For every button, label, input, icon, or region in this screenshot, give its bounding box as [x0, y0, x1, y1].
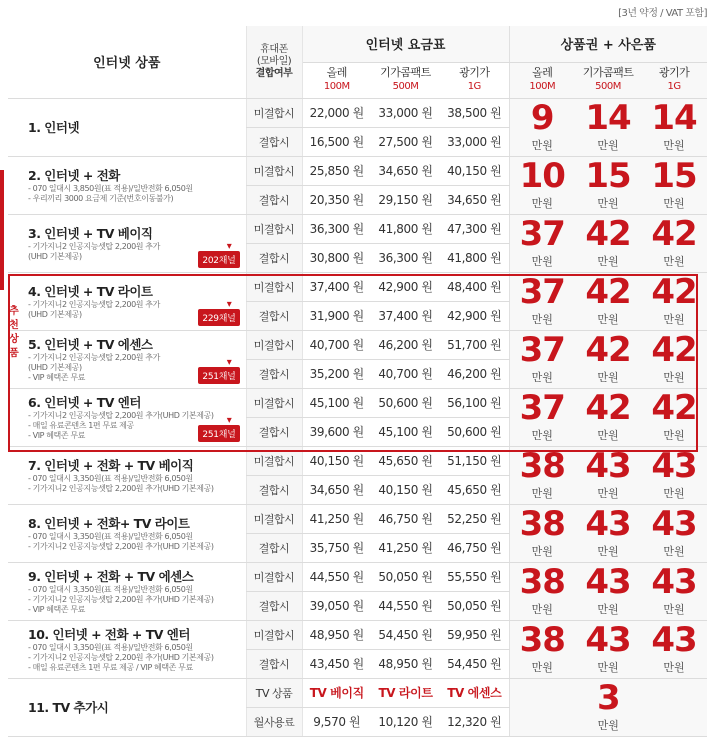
price-cell: 48,400 원 [440, 272, 509, 301]
gift-unit: 만원 [531, 313, 553, 326]
gift-amount: 37 [519, 272, 565, 312]
gift-cell [509, 504, 575, 562]
gift-amount: 37 [519, 330, 565, 370]
price-cell: 54,450 원 [440, 649, 509, 678]
tv-monthly-fee [440, 707, 509, 736]
gift-cell [509, 156, 575, 214]
tv-product-name [371, 678, 440, 707]
header-fee-group: 인터넷 요금표 [302, 26, 509, 62]
left-accent-bar [0, 170, 4, 290]
price-cell: 46,750 원 [440, 533, 509, 562]
gift-amount: 38 [519, 620, 565, 660]
gift-unit: 만원 [531, 487, 553, 500]
tv-fee-text: 10,120 원 [378, 715, 433, 729]
price-cell: 50,050 원 [371, 562, 440, 591]
gift-amount: 42 [651, 330, 697, 370]
tv-addon-title: 11. TV 추가시 [28, 700, 109, 715]
price-cell: 51,150 원 [440, 446, 509, 475]
product-title: 7. 인터넷 + 전화 + TV 베이직 [28, 458, 194, 473]
bundle-yes-label: 결합시 [246, 185, 302, 214]
gift-amount: 38 [519, 504, 565, 544]
gift-cell [641, 504, 707, 562]
bundle-yes-label: 결합시 [246, 243, 302, 272]
gift-unit: 만원 [597, 719, 619, 732]
gift-unit: 만원 [531, 255, 553, 268]
price-cell: 51,700 원 [440, 330, 509, 359]
gift-unit: 만원 [663, 661, 685, 674]
gift-cell [641, 156, 707, 214]
gift-cell [509, 446, 575, 504]
product-title: 6. 인터넷 + TV 엔터 [28, 395, 141, 410]
product-title: 2. 인터넷 + 전화 [28, 168, 120, 183]
product-title: 3. 인터넷 + TV 베이직 [28, 226, 153, 241]
price-cell: 40,700 원 [371, 359, 440, 388]
product-title: 1. 인터넷 [28, 120, 80, 135]
product-desc: (UHD 기본제공) [28, 363, 82, 372]
gift-amount: 10 [519, 156, 565, 196]
tv-addon-gift-cell [509, 678, 707, 736]
price-cell: 46,200 원 [371, 330, 440, 359]
price-cell: 35,750 원 [302, 533, 371, 562]
product-title: 4. 인터넷 + TV 라이트 [28, 284, 153, 299]
price-cell: 40,150 원 [440, 156, 509, 185]
price-cell: 41,800 원 [440, 243, 509, 272]
header-product: 인터넷 상품 [8, 26, 246, 98]
header-gift-group: 상품권 + 사은품 [509, 26, 707, 62]
price-cell: 40,150 원 [302, 446, 371, 475]
product-cell [8, 620, 246, 678]
gift-cell [509, 330, 575, 388]
gift-cell [575, 504, 641, 562]
gift-amount: 43 [585, 620, 631, 660]
bundle-yes-label: 결합시 [246, 475, 302, 504]
gift-amount: 38 [519, 446, 565, 486]
gift-cell [509, 272, 575, 330]
gift-cell [509, 98, 575, 156]
product-desc: - 070 일대시 3,350원(표 적용)/일반전화 6,050원 [28, 474, 193, 483]
product-cell [8, 504, 246, 562]
price-cell: 45,100 원 [302, 388, 371, 417]
bundle-no-label: 미결합시 [246, 214, 302, 243]
product-desc: - 기가지니2 인공지능셋탑 2,200원 추가(UHD 기본제공) [28, 484, 214, 493]
gift-cell [575, 156, 641, 214]
tv-product-text: TV 베이직 [309, 686, 364, 700]
gift-amount: 42 [651, 214, 697, 254]
gift-unit: 만원 [663, 313, 685, 326]
gift-unit: 만원 [663, 197, 685, 210]
gift-amount: 37 [519, 388, 565, 428]
table-row [8, 678, 707, 707]
gift-cell [575, 388, 641, 446]
product-cell [8, 562, 246, 620]
table-row [8, 272, 707, 301]
tv-product-text: TV 에센스 [447, 686, 502, 700]
gift-cell [641, 446, 707, 504]
monthly-fee-label: 월사용료 [246, 707, 302, 736]
price-cell: 31,900 원 [302, 301, 371, 330]
price-cell: 34,650 원 [302, 475, 371, 504]
price-cell: 41,250 원 [371, 533, 440, 562]
bundle-no-label: 미결합시 [246, 388, 302, 417]
gift-unit: 만원 [663, 603, 685, 616]
product-desc: - 매일 유료콘텐츠 1편 무료 제공 / VIP 혜택존 무료 [28, 663, 193, 672]
gift-unit: 만원 [597, 603, 619, 616]
tv-addon-cell [8, 678, 246, 736]
header-speed-100m: 올레 100M [302, 62, 371, 98]
price-cell: 16,500 원 [302, 127, 371, 156]
product-title: 9. 인터넷 + 전화 + TV 에센스 [28, 569, 194, 584]
product-title: 10. 인터넷 + 전화 + TV 엔터 [28, 627, 190, 642]
price-cell: 34,650 원 [371, 156, 440, 185]
gift-amount: 42 [651, 272, 697, 312]
gift-amount: 42 [651, 388, 697, 428]
price-cell: 50,600 원 [440, 417, 509, 446]
price-table [8, 26, 707, 737]
bundle-no-label: 미결합시 [246, 272, 302, 301]
table-row [8, 214, 707, 243]
gift-unit: 만원 [531, 139, 553, 152]
price-cell: 52,250 원 [440, 504, 509, 533]
gift-unit: 만원 [597, 487, 619, 500]
gift-cell [509, 214, 575, 272]
price-cell: 47,300 원 [440, 214, 509, 243]
gift-unit: 만원 [597, 545, 619, 558]
price-cell: 45,650 원 [440, 475, 509, 504]
gift-unit: 만원 [531, 545, 553, 558]
product-cell [8, 98, 246, 156]
price-cell: 42,900 원 [371, 272, 440, 301]
price-cell: 37,400 원 [302, 272, 371, 301]
price-cell: 29,150 원 [371, 185, 440, 214]
gift-cell [641, 620, 707, 678]
gift-unit: 만원 [663, 487, 685, 500]
price-cell: 41,800 원 [371, 214, 440, 243]
gift-amount: 43 [585, 562, 631, 602]
price-cell: 48,950 원 [302, 620, 371, 649]
product-desc: - 기가지니2 인공지능셋탑 2,200원 추가(UHD 기본제공) [28, 653, 214, 662]
tv-product-name [302, 678, 371, 707]
gift-cell [575, 214, 641, 272]
price-cell: 45,100 원 [371, 417, 440, 446]
gift-amount: 42 [585, 330, 631, 370]
gift-unit: 만원 [597, 313, 619, 326]
channel-badge: ▾ 229채널 [198, 309, 239, 326]
gift-amount: 9 [530, 98, 554, 138]
bundle-yes-label: 결합시 [246, 591, 302, 620]
gift-unit: 만원 [531, 371, 553, 384]
product-cell [8, 156, 246, 214]
bundle-yes-label: 결합시 [246, 649, 302, 678]
price-cell: 34,650 원 [440, 185, 509, 214]
price-cell: 59,950 원 [440, 620, 509, 649]
product-desc: - 기가지니2 인공지능셋탑 2,200원 추가(UHD 기본제공) [28, 411, 214, 420]
product-desc: - 070 일대시 3,350원(표 적용)/일반전화 6,050원 [28, 532, 193, 541]
table-row [8, 388, 707, 417]
header-speed-500m: 기가콤팩트 500M [371, 62, 440, 98]
gift-unit: 만원 [597, 371, 619, 384]
product-desc: - 070 일대시 3,350원(표 적용)/일반전화 6,050원 [28, 643, 193, 652]
gift-unit: 만원 [597, 429, 619, 442]
tv-monthly-fee [302, 707, 371, 736]
price-cell: 36,300 원 [302, 214, 371, 243]
price-cell: 50,600 원 [371, 388, 440, 417]
price-cell: 22,000 원 [302, 98, 371, 127]
bundle-yes-label: 결합시 [246, 301, 302, 330]
channel-badge: ▾ 202채널 [198, 251, 239, 268]
gift-cell [641, 272, 707, 330]
header-bundle: 휴대폰 (모바일) 결합여부 [246, 26, 302, 98]
price-cell: 46,200 원 [440, 359, 509, 388]
table-row [8, 620, 707, 649]
price-cell: 39,600 원 [302, 417, 371, 446]
price-cell: 40,700 원 [302, 330, 371, 359]
gift-amount: 42 [585, 214, 631, 254]
gift-cell [575, 272, 641, 330]
price-cell: 45,650 원 [371, 446, 440, 475]
header-gift-1g: 광기가 1G [641, 62, 707, 98]
gift-cell [641, 562, 707, 620]
price-cell: 36,300 원 [371, 243, 440, 272]
tv-fee-text: 9,570 원 [313, 715, 361, 729]
price-cell: 38,500 원 [440, 98, 509, 127]
price-cell: 35,200 원 [302, 359, 371, 388]
gift-unit: 만원 [597, 255, 619, 268]
gift-cell [641, 388, 707, 446]
gift-amount: 43 [651, 620, 697, 660]
product-cell [8, 214, 246, 272]
gift-cell [641, 98, 707, 156]
bundle-yes-label: 결합시 [246, 127, 302, 156]
product-desc: - VIP 혜택존 무료 [28, 605, 86, 614]
product-cell [8, 330, 246, 388]
product-desc: - 기가지니2 인공지능셋탑 2,200원 추가 [28, 300, 160, 309]
gift-amount: 43 [585, 446, 631, 486]
gift-amount: 15 [651, 156, 697, 196]
bundle-yes-label: 결합시 [246, 359, 302, 388]
bundle-no-label: 미결합시 [246, 504, 302, 533]
tv-fee-text: 12,320 원 [447, 715, 502, 729]
product-desc: (UHD 기본제공) [28, 310, 82, 319]
price-cell: 44,550 원 [371, 591, 440, 620]
gift-unit: 만원 [663, 545, 685, 558]
product-desc: - 070 일대시 3,350원(표 적용)/일반전화 6,050원 [28, 585, 193, 594]
gift-unit: 만원 [597, 661, 619, 674]
header-gift-100m: 올레 100M [509, 62, 575, 98]
gift-amount: 14 [651, 98, 697, 138]
product-cell [8, 446, 246, 504]
product-desc: - 기가지니2 인공지능셋탑 2,200원 추가 [28, 353, 160, 362]
price-cell: 25,850 원 [302, 156, 371, 185]
product-cell [8, 388, 246, 446]
gift-amount: 43 [651, 562, 697, 602]
gift-amount: 14 [585, 98, 631, 138]
gift-amount: 42 [585, 272, 631, 312]
gift-unit: 만원 [597, 197, 619, 210]
product-desc: - 기가지니2 인공지능셋탑 2,200원 추가(UHD 기본제공) [28, 595, 214, 604]
price-cell: 42,900 원 [440, 301, 509, 330]
gift-cell [641, 330, 707, 388]
channel-badge: ▾ 251채널 [198, 367, 239, 384]
gift-cell [575, 98, 641, 156]
price-cell: 44,550 원 [302, 562, 371, 591]
bundle-no-label: 미결합시 [246, 620, 302, 649]
gift-unit: 만원 [531, 661, 553, 674]
product-desc: - 우리끼리 3000 요금제 기준(번호이동불가) [28, 194, 174, 203]
gift-cell [575, 446, 641, 504]
gift-amount: 38 [519, 562, 565, 602]
gift-unit: 만원 [663, 371, 685, 384]
product-title: 8. 인터넷 + 전화+ TV 라이트 [28, 516, 190, 531]
price-cell: 50,050 원 [440, 591, 509, 620]
price-cell: 46,750 원 [371, 504, 440, 533]
gift-unit: 만원 [663, 429, 685, 442]
gift-amount: 43 [651, 504, 697, 544]
bundle-no-label: 미결합시 [246, 562, 302, 591]
gift-unit: 만원 [663, 139, 685, 152]
product-desc: - 기가지니2 인공지능셋탑 2,200원 추가(UHD 기본제공) [28, 542, 214, 551]
price-cell: 54,450 원 [371, 620, 440, 649]
gift-cell [509, 388, 575, 446]
gift-cell [509, 620, 575, 678]
bundle-yes-label: 결합시 [246, 533, 302, 562]
gift-cell [575, 620, 641, 678]
header-gift-500m: 기가콤팩트 500M [575, 62, 641, 98]
price-cell: 37,400 원 [371, 301, 440, 330]
gift-amount: 3 [596, 678, 620, 718]
price-cell: 27,500 원 [371, 127, 440, 156]
gift-amount: 15 [585, 156, 631, 196]
product-desc: - 070 일대시 3,850원(표 적용)/일반전화 6,050원 [28, 184, 193, 193]
product-desc: - VIP 혜택존 무료 [28, 373, 86, 382]
table-row [8, 504, 707, 533]
price-cell: 56,100 원 [440, 388, 509, 417]
table-row [8, 446, 707, 475]
bundle-no-label: 미결합시 [246, 98, 302, 127]
gift-amount: 37 [519, 214, 565, 254]
gift-unit: 만원 [531, 429, 553, 442]
price-cell: 40,150 원 [371, 475, 440, 504]
product-desc: - 기가지니2 인공지능셋탑 2,200원 추가 [28, 242, 160, 251]
price-cell: 20,350 원 [302, 185, 371, 214]
table-row [8, 156, 707, 185]
gift-amount: 43 [585, 504, 631, 544]
price-cell: 48,950 원 [371, 649, 440, 678]
price-cell: 33,000 원 [440, 127, 509, 156]
product-desc: - VIP 혜택존 무료 [28, 431, 86, 440]
bundle-no-label: 미결합시 [246, 330, 302, 359]
tv-product-label: TV 상품 [246, 678, 302, 707]
tv-product-text: TV 라이트 [378, 686, 433, 700]
price-cell: 39,050 원 [302, 591, 371, 620]
table-row [8, 562, 707, 591]
gift-unit: 만원 [597, 139, 619, 152]
price-cell: 33,000 원 [371, 98, 440, 127]
gift-cell [641, 214, 707, 272]
price-cell: 55,550 원 [440, 562, 509, 591]
gift-unit: 만원 [531, 603, 553, 616]
bundle-no-label: 미결합시 [246, 446, 302, 475]
table-row [8, 98, 707, 127]
gift-cell [575, 562, 641, 620]
product-cell [8, 272, 246, 330]
price-cell: 43,450 원 [302, 649, 371, 678]
header-speed-1g: 광기가 1G [440, 62, 509, 98]
channel-badge: ▾ 251채널 [198, 425, 239, 442]
tv-product-name [440, 678, 509, 707]
price-cell: 41,250 원 [302, 504, 371, 533]
tv-monthly-fee [371, 707, 440, 736]
gift-amount: 43 [651, 446, 697, 486]
product-desc: (UHD 기본제공) [28, 252, 82, 261]
gift-cell [575, 330, 641, 388]
gift-cell [509, 562, 575, 620]
bundle-yes-label: 결합시 [246, 417, 302, 446]
gift-unit: 만원 [663, 255, 685, 268]
recommended-label: 추천상품 [9, 306, 19, 359]
product-desc: - 매일 유료콘텐츠 1편 무료 제공 [28, 421, 134, 430]
table-row [8, 330, 707, 359]
product-title: 5. 인터넷 + TV 에센스 [28, 337, 153, 352]
bundle-no-label: 미결합시 [246, 156, 302, 185]
gift-amount: 42 [585, 388, 631, 428]
price-cell: 30,800 원 [302, 243, 371, 272]
gift-unit: 만원 [531, 197, 553, 210]
contract-note: [3년 약정 / VAT 포함] [618, 8, 707, 19]
